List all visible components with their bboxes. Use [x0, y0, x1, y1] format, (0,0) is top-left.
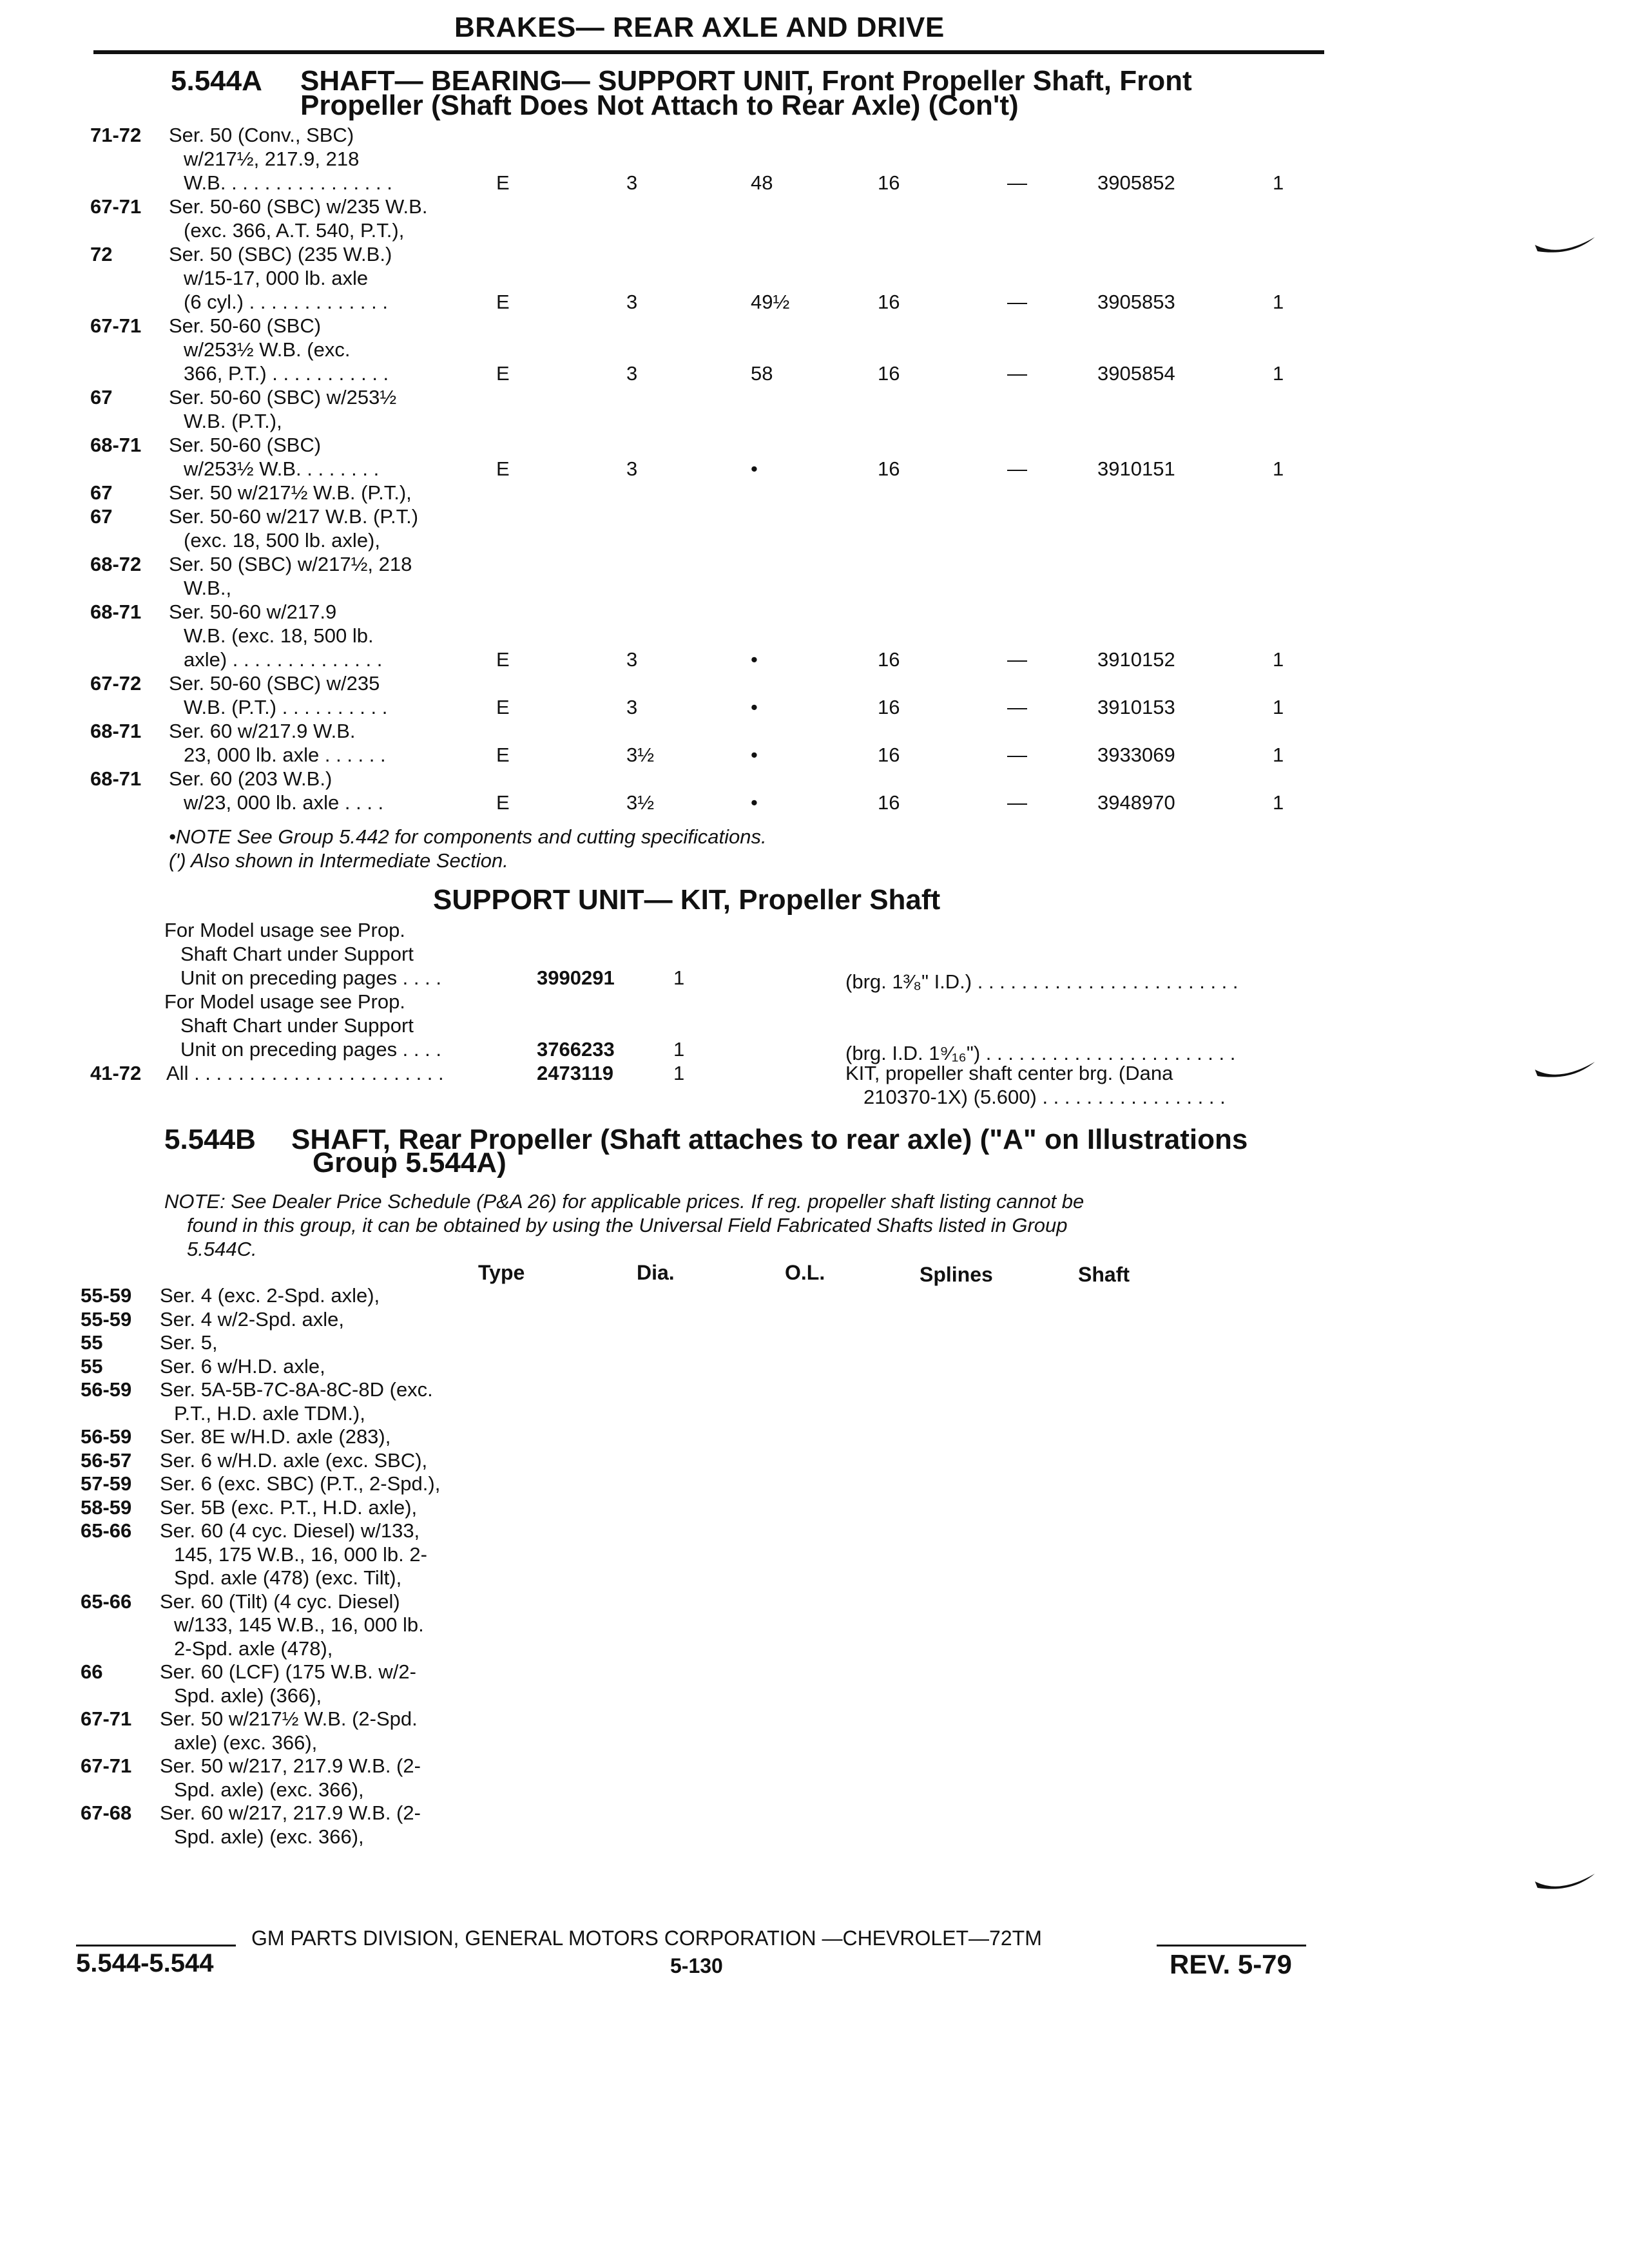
row-quantity: 1 — [1273, 648, 1284, 671]
page-header: BRAKES— REAR AXLE AND DRIVE — [454, 12, 945, 43]
row-year: 68-71 — [90, 720, 142, 742]
row-year: 55 — [81, 1354, 103, 1378]
row-description: W.B. . . . . . . . . . . . . . . . — [184, 171, 392, 194]
row-description: w/15-17, 000 lb. axle — [184, 267, 369, 289]
row-part-number: 3905853 — [1097, 291, 1175, 313]
row-description: w/253½ W.B. (exc. — [184, 338, 351, 361]
row-part-number: 3905854 — [1097, 362, 1175, 385]
row-year: 66 — [81, 1660, 103, 1683]
row-year: 65-66 — [81, 1519, 132, 1542]
row-year: 68-71 — [90, 434, 142, 456]
kit-part-number: 3990291 — [537, 966, 615, 989]
row-description: (exc. 18, 500 lb. axle), — [184, 529, 380, 552]
row-description: Spd. axle (478) (exc. Tilt), — [174, 1566, 402, 1589]
row-description: Ser. 50-60 w/217.9 — [169, 601, 337, 623]
row-part-number: 3910151 — [1097, 457, 1175, 480]
section-a-title-2: Propeller (Shaft Does Not Attach to Rear Axle) (Con't) — [300, 90, 1019, 121]
section-b-note-1: NOTE: See Dealer Price Schedule (P&A 26) for applicable prices. If reg. propeller shaft listing cannot be — [164, 1190, 1084, 1213]
row-quantity: 1 — [1273, 291, 1284, 313]
section-b-title-2: Group 5.544A) — [313, 1147, 506, 1178]
row-dash: — — [1007, 791, 1027, 814]
row-description: 2-Spd. axle (478), — [174, 1637, 333, 1660]
row-splines: 16 — [878, 696, 900, 718]
footer-rule-left — [76, 1945, 236, 1946]
row-year: 55 — [81, 1331, 103, 1354]
row-quantity: 1 — [1273, 362, 1284, 385]
row-dia: 3 — [626, 696, 638, 718]
row-year: 67 — [90, 505, 113, 528]
row-description: Spd. axle) (exc. 366), — [174, 1778, 364, 1801]
footer-rule-right — [1157, 1945, 1306, 1946]
row-part-number: 3933069 — [1097, 744, 1175, 766]
row-year: 67 — [90, 386, 113, 408]
kit-quantity: 1 — [673, 966, 685, 989]
footer-revision: REV. 5-79 — [1170, 1949, 1292, 1979]
row-year: 55-59 — [81, 1284, 132, 1307]
row-quantity: 1 — [1273, 696, 1284, 718]
kit-item-description: 210370-1X) (5.600) . . . . . . . . . . . . . . . . . — [863, 1086, 1226, 1108]
row-dia: 3 — [626, 291, 638, 313]
kit-description: Unit on preceding pages . . . . — [180, 966, 441, 989]
row-type: E — [496, 291, 510, 313]
row-description: Ser. 5A-5B-7C-8A-8C-8D (exc. — [160, 1378, 433, 1401]
row-year: 67-71 — [81, 1754, 132, 1777]
row-description: Ser. 50-60 (SBC) w/235 W.B. — [169, 195, 428, 218]
kit-part-number: 2473119 — [537, 1062, 613, 1084]
row-description: Ser. 50-60 (SBC) — [169, 314, 322, 337]
row-splines: 16 — [878, 648, 900, 671]
kit-part-number: 3766233 — [537, 1038, 615, 1061]
kit-item-description: KIT, propeller shaft center brg. (Dana — [845, 1062, 1173, 1084]
row-description: Ser. 50-60 (SBC) w/253½ — [169, 386, 397, 408]
row-year: 71-72 — [90, 124, 142, 146]
row-description: Ser. 60 w/217.9 W.B. — [169, 720, 356, 742]
section-b-title-1: SHAFT, Rear Propeller (Shaft attaches to rear axle) ("A" on Illustrations — [291, 1124, 1248, 1155]
footer-page-number: 5-130 — [670, 1954, 723, 1977]
kit-description: Shaft Chart under Support — [180, 943, 414, 965]
header-rule — [93, 50, 1324, 54]
footer-section-range: 5.544-5.544 — [76, 1949, 214, 1977]
row-splines: 16 — [878, 291, 900, 313]
section-b-note-2: found in this group, it can be obtained by using the Universal Field Fabricated Shafts listed in Group — [187, 1214, 1068, 1236]
row-year: 68-71 — [90, 767, 142, 790]
row-description: w/253½ W.B. . . . . . . . — [184, 457, 380, 480]
kit-quantity: 1 — [673, 1062, 685, 1084]
row-year: 55-59 — [81, 1307, 132, 1331]
row-ol: • — [751, 791, 758, 814]
row-type: E — [496, 791, 510, 814]
kit-title: SUPPORT UNIT— KIT, Propeller Shaft — [433, 884, 941, 916]
row-description: Ser. 50 w/217½ W.B. (P.T.), — [169, 481, 412, 504]
row-dash: — — [1007, 457, 1027, 480]
row-description: W.B., — [184, 577, 232, 599]
row-dash: — — [1007, 171, 1027, 194]
row-ol: • — [751, 696, 758, 718]
row-description: Spd. axle) (366), — [174, 1684, 322, 1707]
row-description: Ser. 4 w/2-Spd. axle, — [160, 1307, 345, 1331]
row-year: 67-71 — [81, 1707, 132, 1730]
row-splines: 16 — [878, 171, 900, 194]
row-type: E — [496, 648, 510, 671]
row-description: Ser. 60 (4 cyc. Diesel) w/133, — [160, 1519, 420, 1542]
row-description: (exc. 366, A.T. 540, P.T.), — [184, 219, 405, 242]
row-type: E — [496, 171, 510, 194]
row-quantity: 1 — [1273, 171, 1284, 194]
row-dia: 3½ — [626, 791, 655, 814]
binding-punch-mark — [1534, 1869, 1598, 1901]
row-dash: — — [1007, 696, 1027, 718]
row-quantity: 1 — [1273, 744, 1284, 766]
row-year: 56-59 — [81, 1378, 132, 1401]
row-description: 23, 000 lb. axle . . . . . . — [184, 744, 386, 766]
row-year: 67-72 — [90, 672, 142, 695]
row-dia: 3 — [626, 171, 638, 194]
row-part-number: 3910152 — [1097, 648, 1175, 671]
row-splines: 16 — [878, 362, 900, 385]
row-year: 68-71 — [90, 601, 142, 623]
row-type: E — [496, 362, 510, 385]
row-ol: • — [751, 744, 758, 766]
row-description: axle) (exc. 366), — [174, 1731, 318, 1754]
row-splines: 16 — [878, 457, 900, 480]
row-description: Spd. axle) (exc. 366), — [174, 1825, 364, 1848]
row-description: w/23, 000 lb. axle . . . . — [184, 791, 384, 814]
row-year: 67-68 — [81, 1802, 132, 1824]
row-type: E — [496, 696, 510, 718]
row-quantity: 1 — [1273, 791, 1284, 814]
row-ol: • — [751, 457, 758, 480]
kit-description: Unit on preceding pages . . . . — [180, 1038, 441, 1061]
row-description: Ser. 60 w/217, 217.9 W.B. (2- — [160, 1802, 421, 1824]
row-description: Ser. 50 (SBC) w/217½, 218 — [169, 553, 412, 575]
row-dia: 3 — [626, 457, 638, 480]
row-ol: • — [751, 648, 758, 671]
row-part-number: 3910153 — [1097, 696, 1175, 718]
row-description: Ser. 50-60 w/217 W.B. (P.T.) — [169, 505, 419, 528]
col-shaft: Shaft — [1078, 1263, 1130, 1286]
row-type: E — [496, 457, 510, 480]
row-dash: — — [1007, 362, 1027, 385]
row-year: 67 — [90, 481, 113, 504]
kit-description: Shaft Chart under Support — [180, 1014, 414, 1037]
row-ol: 49½ — [751, 291, 790, 313]
row-description: Ser. 50-60 (SBC) — [169, 434, 322, 456]
row-dia: 3½ — [626, 744, 655, 766]
row-description: Ser. 50 w/217½ W.B. (2-Spd. — [160, 1707, 418, 1730]
row-description: w/217½, 217.9, 218 — [184, 148, 360, 170]
row-description: W.B. (P.T.) . . . . . . . . . . — [184, 696, 388, 718]
row-description: Ser. 60 (203 W.B.) — [169, 767, 333, 790]
row-description: Ser. 50 (Conv., SBC) — [169, 124, 354, 146]
row-description: w/133, 145 W.B., 16, 000 lb. — [174, 1613, 424, 1636]
kit-description: For Model usage see Prop. — [164, 919, 405, 941]
row-year: 68-72 — [90, 553, 142, 575]
row-description: P.T., H.D. axle TDM.), — [174, 1401, 365, 1425]
row-description: Ser. 60 (Tilt) (4 cyc. Diesel) — [160, 1590, 400, 1613]
row-description: Ser. 4 (exc. 2-Spd. axle), — [160, 1284, 380, 1307]
row-description: 366, P.T.) . . . . . . . . . . . — [184, 362, 389, 385]
row-description: Ser. 50 w/217, 217.9 W.B. (2- — [160, 1754, 421, 1777]
row-year: 57-59 — [81, 1472, 132, 1495]
row-description: Ser. 8E w/H.D. axle (283), — [160, 1425, 391, 1448]
footnote-intermediate: (') Also shown in Intermediate Section. — [169, 849, 508, 872]
row-year: 67-71 — [90, 195, 142, 218]
row-ol: 48 — [751, 171, 773, 194]
section-b-note-3: 5.544C. — [187, 1238, 257, 1260]
section-a-number: 5.544A — [171, 65, 262, 97]
row-year: 67-71 — [90, 314, 142, 337]
row-year: 72 — [90, 243, 113, 265]
row-year: 65-66 — [81, 1590, 132, 1613]
row-description: W.B. (exc. 18, 500 lb. — [184, 624, 374, 647]
col-ol: O.L. — [785, 1261, 825, 1284]
kit-quantity: 1 — [673, 1038, 685, 1061]
row-year: 56-59 — [81, 1425, 132, 1448]
row-description: Ser. 6 w/H.D. axle, — [160, 1354, 325, 1378]
row-ol: 58 — [751, 362, 773, 385]
col-dia: Dia. — [637, 1261, 675, 1284]
footer-corp: GM PARTS DIVISION, GENERAL MOTORS CORPORATION —CHEVROLET—72TM — [251, 1927, 1042, 1950]
row-description: Ser. 6 w/H.D. axle (exc. SBC), — [160, 1448, 428, 1472]
row-dia: 3 — [626, 362, 638, 385]
row-part-number: 3905852 — [1097, 171, 1175, 194]
row-description: Ser. 50-60 (SBC) w/235 — [169, 672, 380, 695]
row-dash: — — [1007, 648, 1027, 671]
footnote-components: •NOTE See Group 5.442 for components and cutting specifications. — [169, 825, 767, 848]
row-quantity: 1 — [1273, 457, 1284, 480]
kit-item-description: (brg. I.D. 1⁹⁄₁₆") . . . . . . . . . . . . . . . . . . . . . . . — [845, 1042, 1236, 1064]
row-dia: 3 — [626, 648, 638, 671]
col-type: Type — [478, 1261, 525, 1284]
row-description: Ser. 5B (exc. P.T., H.D. axle), — [160, 1495, 418, 1519]
kit-description: For Model usage see Prop. — [164, 990, 405, 1013]
row-splines: 16 — [878, 791, 900, 814]
kit-year: 41-72 — [90, 1062, 142, 1084]
binding-punch-mark — [1534, 1057, 1598, 1089]
row-year: 56-57 — [81, 1448, 132, 1472]
kit-item-description: (brg. 1³⁄₈" I.D.) . . . . . . . . . . . . . . . . . . . . . . . . — [845, 970, 1239, 993]
row-description: Ser. 6 (exc. SBC) (P.T., 2-Spd.), — [160, 1472, 441, 1495]
row-description: Ser. 50 (SBC) (235 W.B.) — [169, 243, 392, 265]
row-year: 58-59 — [81, 1495, 132, 1519]
binding-punch-mark — [1534, 232, 1598, 264]
row-description: Ser. 60 (LCF) (175 W.B. w/2- — [160, 1660, 416, 1683]
kit-description: All . . . . . . . . . . . . . . . . . . . . . . . — [166, 1062, 444, 1084]
row-description: (6 cyl.) . . . . . . . . . . . . . — [184, 291, 388, 313]
row-description: 145, 175 W.B., 16, 000 lb. 2- — [174, 1542, 427, 1566]
row-dash: — — [1007, 744, 1027, 766]
row-type: E — [496, 744, 510, 766]
row-part-number: 3948970 — [1097, 791, 1175, 814]
col-splines: Splines — [920, 1263, 993, 1286]
row-splines: 16 — [878, 744, 900, 766]
row-description: Ser. 5, — [160, 1331, 218, 1354]
section-b-number: 5.544B — [164, 1124, 256, 1155]
row-dash: — — [1007, 291, 1027, 313]
section-a-title-1: SHAFT— BEARING— SUPPORT UNIT, Front Propeller Shaft, Front — [300, 65, 1192, 97]
row-description: W.B. (P.T.), — [184, 410, 282, 432]
row-description: axle) . . . . . . . . . . . . . . — [184, 648, 383, 671]
